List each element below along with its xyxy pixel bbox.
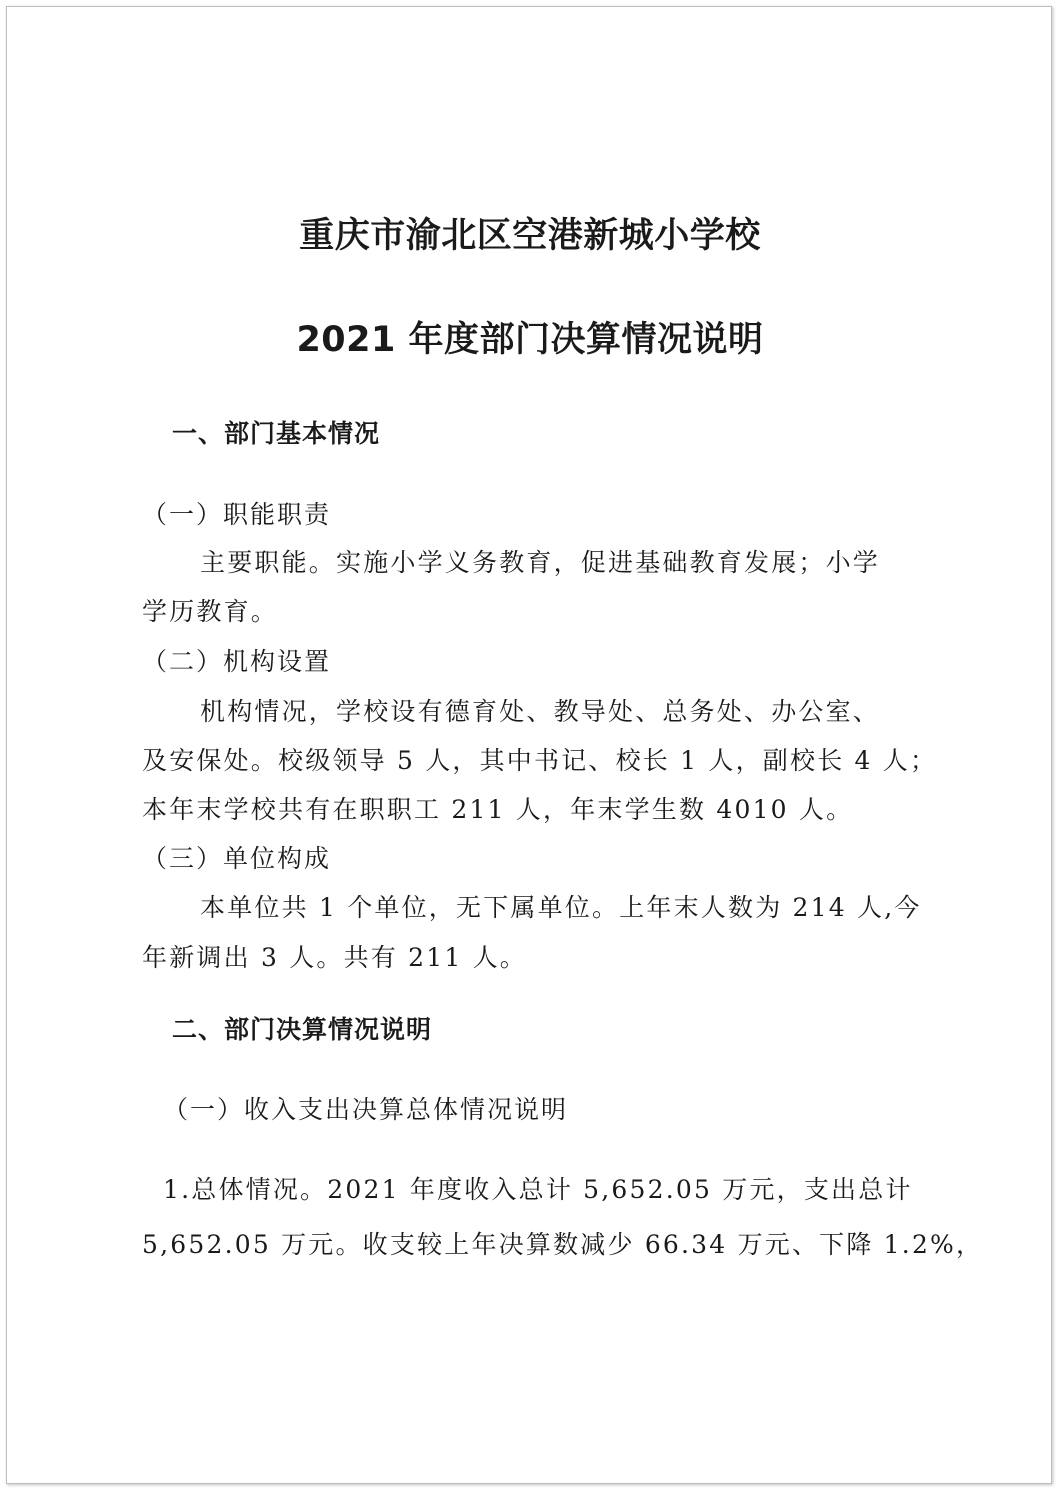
paragraph-line: 年新调出 3 人。共有 211 人。 <box>142 943 528 972</box>
document-title: 重庆市渝北区空港新城小学校 <box>299 216 761 256</box>
paragraph-line: 学历教育。 <box>142 597 279 626</box>
paragraph-line: 本单位共 1 个单位，无下属单位。上年末人数为 214 人,今 <box>200 893 922 922</box>
paragraph-line: 5,652.05 万元。收支较上年决算数减少 66.34 万元、下降 1.2%， <box>142 1230 984 1259</box>
section-heading-basic-info: 一、部门基本情况 <box>172 419 381 448</box>
subsection-heading-income-expenditure: （一）收入支出决算总体情况说明 <box>163 1095 569 1124</box>
subsection-heading-composition: （三）单位构成 <box>142 844 332 873</box>
paragraph-line: 及安保处。校级领导 5 人，其中书记、校长 1 人，副校长 4 人； <box>142 746 938 775</box>
paragraph-line: 机构情况，学校设有德育处、教导处、总务处、办公室、 <box>200 697 881 726</box>
paragraph-line: 本年末学校共有在职职工 211 人，年末学生数 4010 人。 <box>142 795 854 824</box>
document-subtitle: 2021 年度部门决算情况说明 <box>296 320 764 360</box>
paragraph-line: 主要职能。实施小学义务教育，促进基础教育发展；小学 <box>200 548 881 577</box>
paragraph-line: 1.总体情况。2021 年度收入总计 5,652.05 万元，支出总计 <box>163 1175 913 1204</box>
subsection-heading-functions: （一）职能职责 <box>142 500 332 529</box>
subsection-heading-organization: （二）机构设置 <box>142 647 332 676</box>
section-heading-final-accounts: 二、部门决算情况说明 <box>172 1015 433 1044</box>
